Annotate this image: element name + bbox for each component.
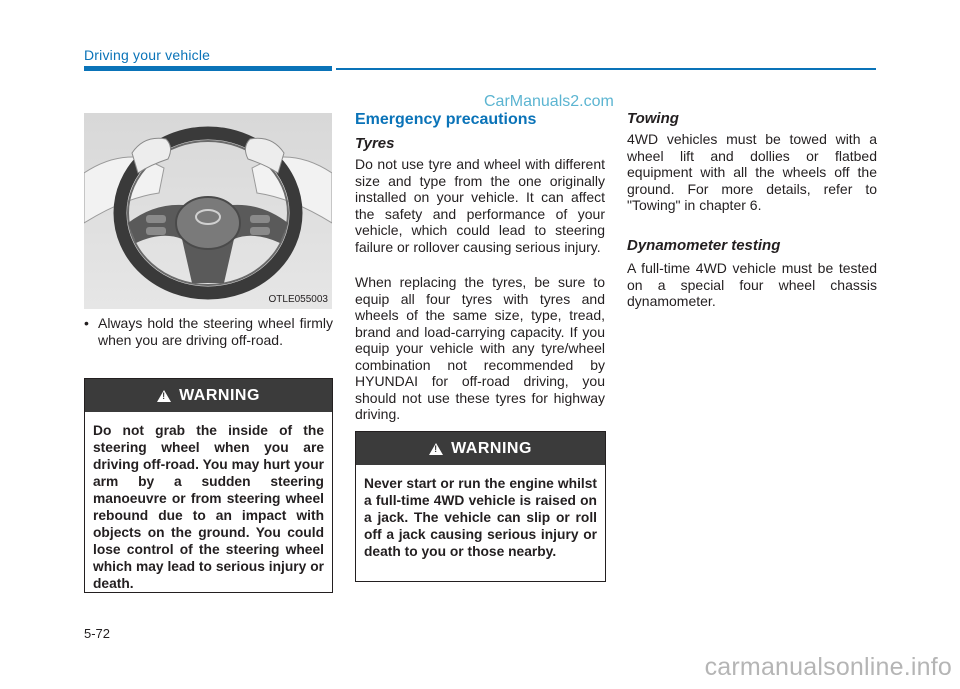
warning-triangle-icon xyxy=(429,443,443,455)
paragraph-tyres-2: When replacing the tyres, be sure to equip all four tyres with tyres and wheels of the same size, type, tread, brand and load-carrying capacity. If you equip your vehicle with any tyre/wheel combination not recommended by HYUNDAI for off-road driving, you should not use these tyres for highway driving. xyxy=(355,274,605,422)
paragraph-dynamometer: A full-time 4WD vehicle must be tested on a special four wheel chassis dynamometer. xyxy=(627,260,877,309)
subheading-towing: Towing xyxy=(627,110,679,127)
warning-triangle-icon xyxy=(157,390,171,402)
bullet-dot-icon: • xyxy=(84,315,89,331)
warning-header xyxy=(85,379,332,412)
paragraph-tyres-1: Do not use tyre and wheel with different size and type from the one originally installed on your vehicle. It can affect the safety and performance of your vehicle, which could lead to steering failure or rollover causing serious injury. xyxy=(355,156,605,255)
steering-wheel-illustration xyxy=(84,113,332,309)
bullet-item xyxy=(84,315,333,349)
image-code: OTLE055003 xyxy=(268,294,328,305)
watermark-link-top[interactable]: CarManuals2.com xyxy=(484,93,614,110)
warning-label: WARNING xyxy=(179,386,260,404)
warning-box-jack xyxy=(355,431,606,582)
header-rule-thick xyxy=(84,66,332,71)
section-title-emergency: Emergency precautions xyxy=(355,111,537,128)
header-rule-thin xyxy=(336,68,876,70)
subheading-dynamometer: Dynamometer testing xyxy=(627,237,781,254)
bullet-text: Always hold the steering wheel firmly when you are driving off-road. xyxy=(98,315,333,348)
page-number: 5-72 xyxy=(84,626,111,641)
warning-label: WARNING xyxy=(451,439,532,457)
section-header-title: Driving your vehicle xyxy=(84,47,211,63)
subheading-tyres: Tyres xyxy=(355,135,395,152)
warning-text: Do not grab the inside of the steering wheel when you are driving off-road. You may hurt your arm by a sudden steering manoeuvre or from steering wheel rebound due to an impact with objects on the ground. You could lose control of the steering wheel which may lead to serious injury or death. xyxy=(93,423,324,591)
warning-header xyxy=(356,432,605,465)
steering-wheel-icon xyxy=(84,113,332,309)
watermark-link-bottom[interactable]: carmanualsonline.info xyxy=(704,653,952,681)
warning-box-steering xyxy=(84,378,333,593)
warning-text: Never start or run the engine whilst a full-time 4WD vehicle is raised on a jack. The vehicle can slip or roll off a jack causing serious injury or death to you or those nearby. xyxy=(364,476,597,559)
paragraph-towing: 4WD vehicles must be towed with a wheel lift and dollies or flatbed equipment with all the wheels off the ground. For more details, refer to "Towing" in chapter 6. xyxy=(627,131,877,213)
